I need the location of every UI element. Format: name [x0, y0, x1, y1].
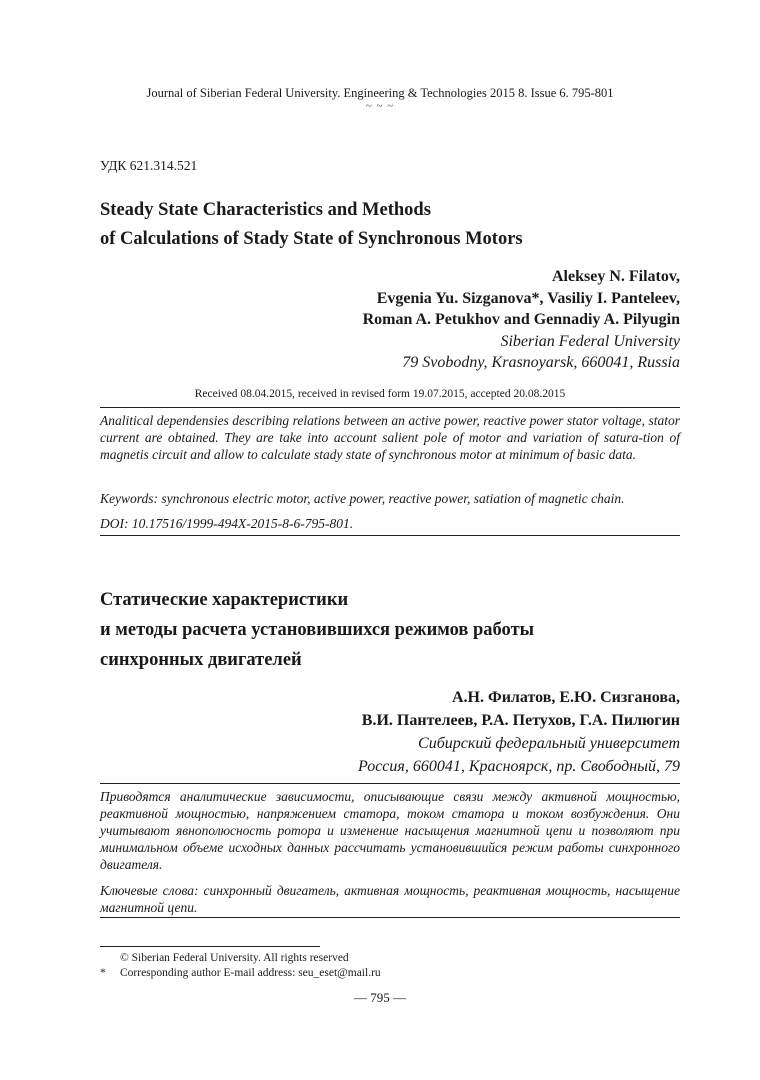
header-ornament: ~ ~ ~	[365, 100, 395, 112]
udk-code: УДК 621.314.521	[100, 158, 198, 173]
english-abstract-bottom-rule	[100, 535, 680, 536]
russian-abstract-bottom-rule	[100, 917, 680, 918]
english-author-line-1: Aleksey N. Filatov,	[552, 268, 680, 285]
doi: DOI: 10.17516/1999-494X-2015-8-6-795-801.	[100, 516, 354, 531]
english-authors-block	[363, 266, 680, 374]
english-title-line-1: Steady State Characteristics and Methods	[100, 200, 431, 220]
journal-header: Journal of Siberian Federal University. Engineering & Technologies 2015 8. Issue 6. 795-801	[146, 86, 614, 100]
russian-affiliation-line-2: Россия, 660041, Красноярск, пр. Свободный, 79	[358, 758, 680, 775]
english-author-line-3: Roman A. Petukhov and Gennadiy A. Pilyugin	[362, 311, 680, 328]
asterisk-mark: *	[100, 967, 106, 979]
russian-abstract-top-rule	[100, 783, 680, 784]
russian-author-line-1: А.Н. Филатов, Е.Ю. Сизганова,	[451, 689, 680, 706]
russian-keywords: Ключевые слова: синхронный двигатель, активная мощность, реактивная мощность, насыщение магнитной цепи.	[100, 883, 680, 915]
english-abstract-top-rule	[100, 407, 680, 408]
english-affiliation-line-2: 79 Svobodny, Krasnoyarsk, 660041, Russia	[402, 354, 680, 371]
russian-title-line-3: синхронных двигателей	[100, 650, 302, 670]
english-title	[100, 196, 523, 254]
copyright-footnote: © Siberian Federal University. All rights reserved	[120, 952, 349, 964]
corresponding-author-footnote: Corresponding author E-mail address: seu_eset@mail.ru	[120, 967, 381, 979]
english-author-line-2: Evgenia Yu. Sizganova*, Vasiliy I. Panteleev,	[376, 289, 680, 307]
english-abstract: Analitical dependensies describing relations between an active power, reactive power stator voltage, stator current are obtained. They are take into account salient pole of motor and variation of satura-tion of magnetis circuit and allow to calculate stady state of synchronous motor at minimum of basic data.	[100, 413, 680, 462]
russian-affiliation-line-1: Сибирский федеральный университет	[418, 735, 680, 752]
russian-title	[100, 585, 534, 675]
russian-title-line-2: и методы расчета установившихся режимов работы	[100, 620, 535, 640]
english-title-line-2: of Calculations of Stady State of Synchronous Motors	[100, 229, 523, 249]
english-keywords: Keywords: synchronous electric motor, active power, reactive power, satiation of magnetic chain.	[100, 491, 625, 506]
russian-title-line-1: Статические характеристики	[100, 590, 349, 610]
page-number: — 795 —	[354, 990, 406, 1005]
russian-author-line-2: В.И. Пантелеев, Р.А. Петухов, Г.А. Пилюгин	[361, 712, 680, 729]
english-affiliation-line-1: Siberian Federal University	[500, 332, 680, 350]
received-dates: Received 08.04.2015, received in revised form 19.07.2015, accepted 20.08.2015	[194, 388, 566, 400]
russian-abstract: Приводятся аналитические зависимости, описывающие связи между активной мощностью, реактивной мощностью, напряжением статора, током статора и током возбуждения. Они учитывают явнополюсность ротора и изменение насыщения магнитной цепи и позволяют при минимальном объеме исходных данных рассчитать установившийся режим работы синхронного двигателя.	[100, 789, 680, 872]
footnote-rule	[100, 946, 320, 947]
russian-authors-block	[358, 686, 680, 778]
